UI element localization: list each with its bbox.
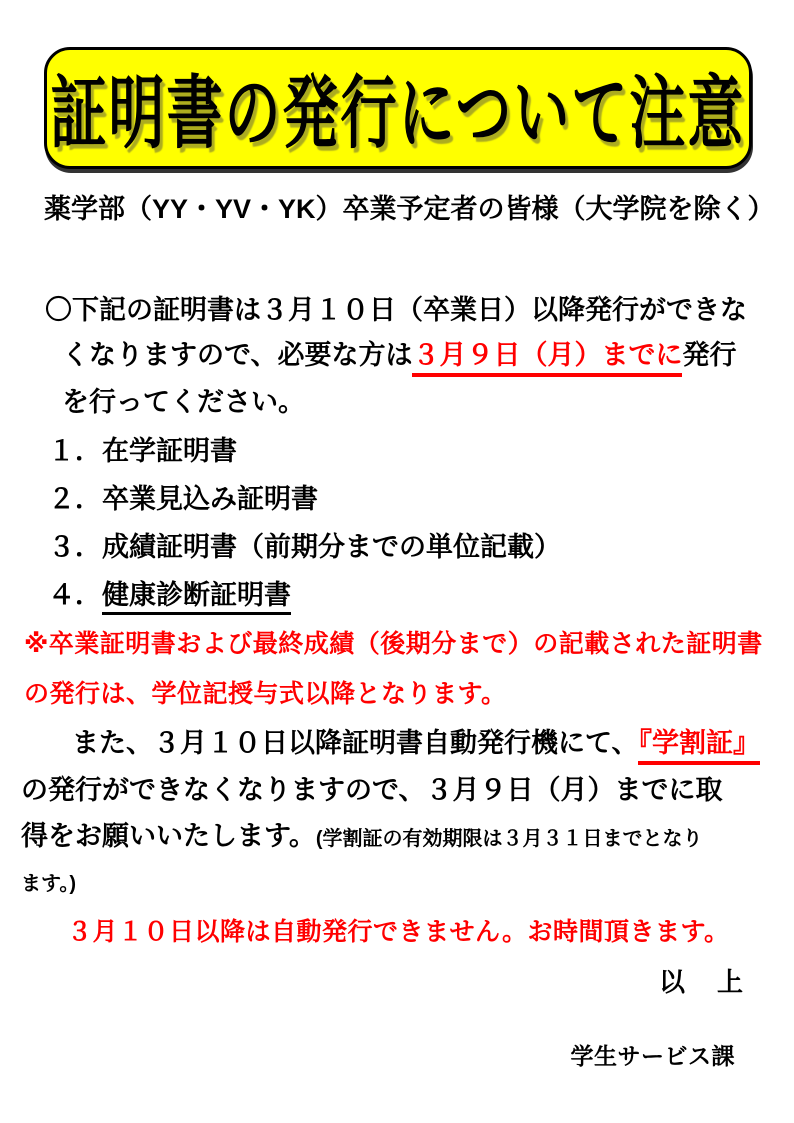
intro-line-2-pre: くなりますので、必要な方は	[62, 340, 413, 370]
graduation-note-line-1: ※卒業証明書および最終成績（後期分まで）の記載された証明書	[24, 630, 763, 658]
certificate-item-3-number: ３．	[48, 532, 102, 562]
certificate-item-4-number: ４．	[48, 580, 102, 610]
certificate-item-2	[48, 483, 318, 516]
gakuwari-line-3	[21, 820, 703, 856]
notice-banner	[44, 47, 752, 169]
department-signature: 学生サービス課	[570, 1043, 735, 1069]
intro-line-1: 〇下記の証明書は３月１０日（卒業日）以降発行ができな	[45, 295, 747, 325]
certificate-item-2-name: 卒業見込み証明書	[102, 484, 318, 514]
intro-line-2-post: 発行	[682, 340, 737, 370]
intro-line-2	[62, 339, 736, 372]
gakuwari-highlight: 『学割証』	[638, 728, 760, 765]
deadline-highlight: ３月９日（月）までに	[412, 340, 682, 377]
gakuwari-line-2: の発行ができなくなりますので、３月９日（月）までに取	[21, 775, 723, 805]
intro-line-3: を行ってください。	[62, 387, 305, 417]
graduation-note-line-2: の発行は、学位記授与式以降となります。	[24, 680, 507, 708]
page-title: 証明書の発行について注意	[50, 68, 746, 158]
gakuwari-line-1-pre: また、３月１０日以降証明書自動発行機にて、	[72, 728, 639, 758]
warning-line: ３月１０日以降は自動発行できません。お時間頂きます。	[67, 918, 730, 946]
certificate-item-4-name: 健康診断証明書	[102, 580, 291, 615]
certificate-item-3-name: 成績証明書（前期分までの単位記載）	[102, 532, 561, 562]
gakuwari-line-4: ます。)	[21, 873, 77, 895]
certificate-item-2-number: ２．	[48, 484, 102, 514]
closing-mark: 以 上	[658, 967, 746, 997]
certificate-item-1-name: 在学証明書	[102, 436, 237, 466]
certificate-item-3	[48, 531, 561, 564]
gakuwari-line-1	[72, 727, 760, 760]
gakuwari-line-3-paren: (学割証の有効期限は３月３１日までとなり	[315, 828, 703, 850]
gakuwari-line-3-main: 得をお願いいたします。	[21, 821, 316, 851]
audience-line: 薬学部（YY・YV・YK）卒業予定者の皆様（大学院を除く）	[44, 194, 775, 224]
certificate-item-1	[48, 435, 237, 468]
certificate-item-4	[48, 579, 291, 612]
certificate-item-1-number: １．	[48, 436, 102, 466]
